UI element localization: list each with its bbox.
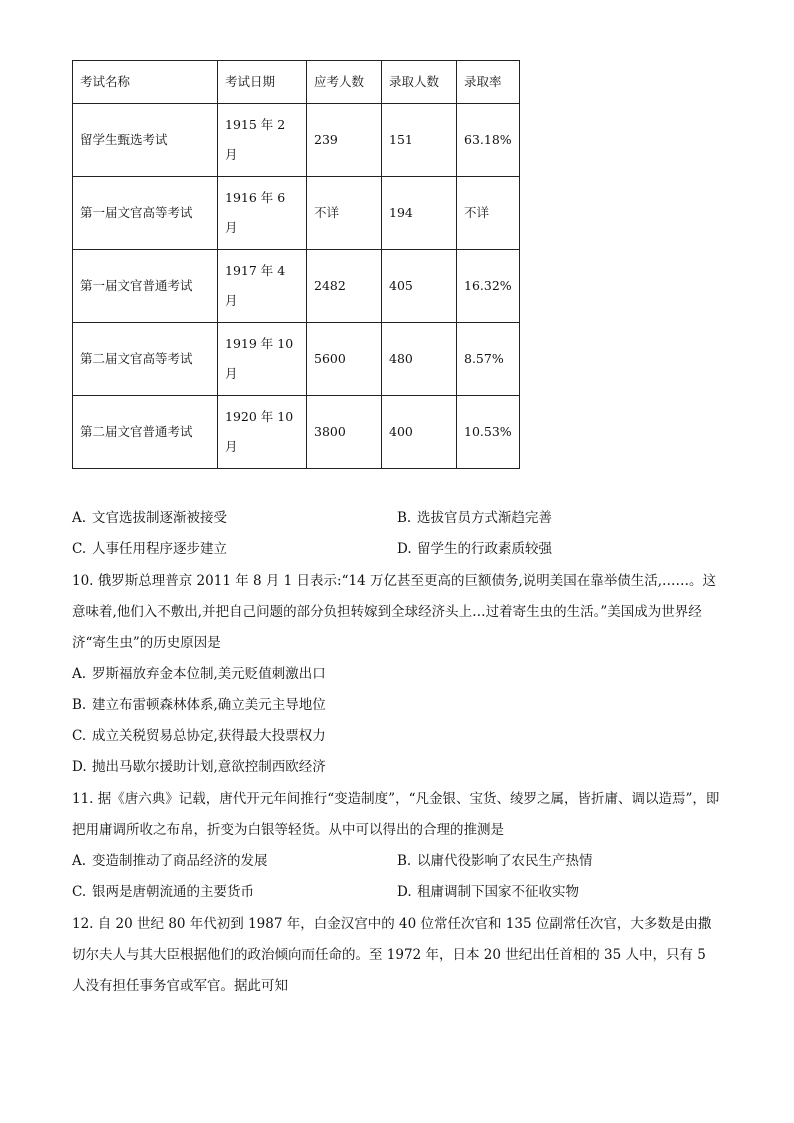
- q12-stem: 12. 自 20 世纪 80 年代初到 1987 年，白金汉宫中的 40 位常任次官和 135 位副常任次官，大多数是由撒切尔夫人与其大臣根据他们的政治倾向而任命的。至 1972 年，日本 20 世纪出任首相的 35 人中，只有 5 人没有担任事务官或军官。据此可知: [72, 916, 712, 994]
- header-exam-name: 考试名称: [73, 61, 218, 104]
- cell-admitted: 405: [382, 250, 457, 323]
- table-row: [73, 396, 520, 469]
- cell-rate: 63.18%: [457, 104, 520, 177]
- cell-exam-name: 留学生甄选考试: [73, 104, 218, 177]
- header-exam-date: 考试日期: [218, 61, 307, 104]
- q11-stem: 11. 据《唐六典》记载，唐代开元年间推行“变造制度”，“凡金银、宝货、绫罗之属，皆折庸、调以造焉”，即把用庸调所收之布帛，折变为白银等轻货。从中可以得出的合理的推测是: [72, 791, 720, 838]
- q9-option-b[interactable]: B. 选拔官员方式渐趋完善: [397, 510, 552, 526]
- cell-exam-date: 1919 年 10 月: [218, 323, 307, 396]
- header-admitted: 录取人数: [382, 61, 457, 104]
- cell-applicants: 不详: [307, 177, 382, 250]
- q10-stem: 10. 俄罗斯总理普京 2011 年 8 月 1 日表示:“14 万亿甚至更高的巨额债务,说明美国在靠举债生活,……。这意味着,他们入不敷出,并把自己问题的部分负担转嫁到全球经济头上…过着寄生虫的生活。”美国成为世界经济“寄生虫”的历史原因是: [72, 573, 717, 651]
- table-row: [73, 323, 520, 396]
- exam-table: [72, 60, 520, 469]
- q9-option-c[interactable]: C. 人事任用程序逐步建立: [72, 541, 227, 557]
- cell-admitted: 400: [382, 396, 457, 469]
- q11-option-b[interactable]: B. 以庸代役影响了农民生产热情: [397, 853, 593, 869]
- cell-applicants: 2482: [307, 250, 382, 323]
- cell-admitted: 480: [382, 323, 457, 396]
- q10-option-c[interactable]: C. 成立关税贸易总协定,获得最大投票权力: [72, 728, 326, 744]
- q11-option-d[interactable]: D. 租庸调制下国家不征收实物: [397, 884, 579, 900]
- cell-rate: 不详: [457, 177, 520, 250]
- cell-exam-date: 1915 年 2 月: [218, 104, 307, 177]
- cell-exam-date: 1917 年 4 月: [218, 250, 307, 323]
- cell-applicants: 239: [307, 104, 382, 177]
- table-row: [73, 250, 520, 323]
- cell-rate: 10.53%: [457, 396, 520, 469]
- q10-option-a[interactable]: A. 罗斯福放弃金本位制,美元贬值刺激出口: [72, 666, 326, 682]
- header-rate: 录取率: [457, 61, 520, 104]
- q9-option-d[interactable]: D. 留学生的行政素质较强: [397, 541, 552, 557]
- cell-exam-name: 第二届文官高等考试: [73, 323, 218, 396]
- table-row: [73, 177, 520, 250]
- cell-rate: 16.32%: [457, 250, 520, 323]
- q11-option-a[interactable]: A. 变造制推动了商品经济的发展: [72, 853, 268, 869]
- cell-exam-date: 1916 年 6 月: [218, 177, 307, 250]
- q10-option-d[interactable]: D. 抛出马歇尔援助计划,意欲控制西欧经济: [72, 759, 326, 775]
- cell-applicants: 5600: [307, 323, 382, 396]
- q11-option-c[interactable]: C. 银两是唐朝流通的主要货币: [72, 884, 254, 900]
- cell-admitted: 151: [382, 104, 457, 177]
- table-row: [73, 104, 520, 177]
- cell-exam-name: 第一届文官高等考试: [73, 177, 218, 250]
- table-header-row: [73, 61, 520, 104]
- header-applicants: 应考人数: [307, 61, 382, 104]
- cell-exam-name: 第一届文官普通考试: [73, 250, 218, 323]
- q10-option-b[interactable]: B. 建立布雷顿森林体系,确立美元主导地位: [72, 697, 326, 713]
- cell-exam-name: 第二届文官普通考试: [73, 396, 218, 469]
- cell-rate: 8.57%: [457, 323, 520, 396]
- q9-option-a[interactable]: A. 文官选拔制逐渐被接受: [72, 510, 227, 526]
- cell-exam-date: 1920 年 10 月: [218, 396, 307, 469]
- cell-admitted: 194: [382, 177, 457, 250]
- cell-applicants: 3800: [307, 396, 382, 469]
